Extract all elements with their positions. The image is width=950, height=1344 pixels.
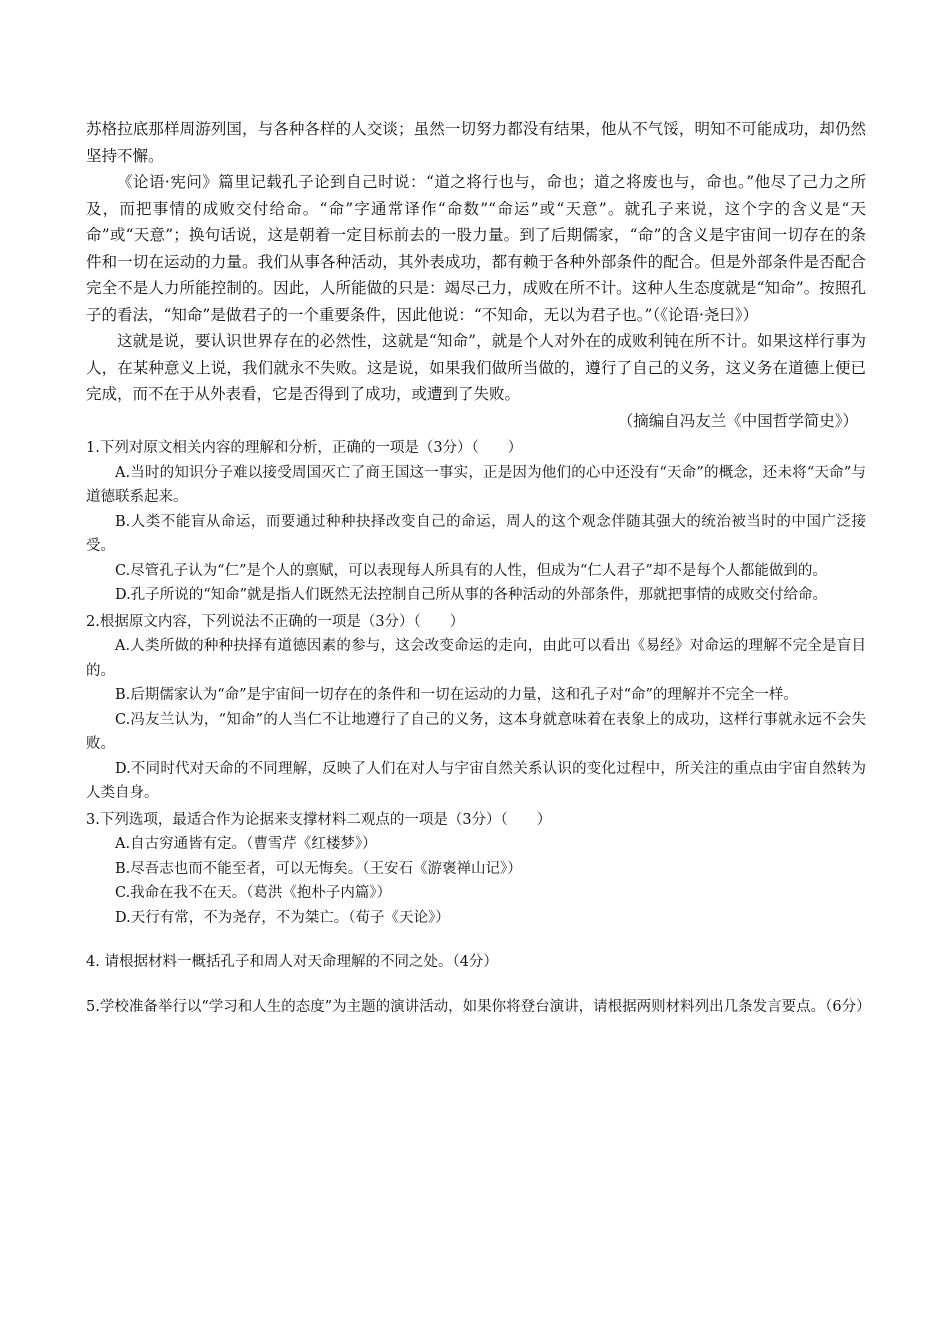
question-2-option-c: C.冯友兰认为，“知命”的人当仁不让地遵行了自己的义务，这本身就意味着在表象上的成功，这样行事就永远不会失败。 bbox=[86, 711, 866, 752]
question-1-stem: 1.下列对原文相关内容的理解和分析，正确的一项是（3分）（ ） bbox=[86, 440, 523, 456]
question-2-option-b: B.后期儒家认为“命”是宇宙间一切存在的条件和一切在运动的力量，这和孔子对“命”的理解并不完全一样。 bbox=[115, 687, 798, 703]
question-3-option-a: A.自古穷通皆有定。（曹雪芹《红楼梦》） bbox=[115, 836, 377, 852]
passage-source: （摘编自冯友兰《中国哲学简史》） bbox=[617, 411, 858, 430]
question-2-stem: 2.根据原文内容，下列说法不正确的一项是（3分）（ ） bbox=[86, 613, 465, 630]
question-5-stem: 5.学校准备举行以“学习和人生的态度”为主题的演讲活动，如果你将登台演讲，请根据两则材料列出几条发言要点。（6分） bbox=[86, 998, 871, 1015]
exam-page bbox=[86, 116, 871, 1019]
question-3-option-d: D.天行有常，不为尧存，不为桀亡。（荀子《天论》） bbox=[115, 909, 450, 926]
question-1-option-c: C.尽管孔子认为“仁”是个人的禀赋，可以表现每人所具有的人性，但成为“仁人君子”却不是每个人都能做到的。 bbox=[115, 562, 827, 579]
question-1-option-a: A.当时的知识分子难以接受周国灭亡了商王国这一事实，正是因为他们的心中还没有“天命”的概念，还未将“天命”与道德联系起来。 bbox=[86, 464, 866, 505]
question-3 bbox=[86, 808, 866, 931]
passage-paragraph-1: 苏格拉底那样周游列国，与各种各样的人交谈；虽然一切努力都没有结果，他从不气馁，明知不可能成功，却仍然坚持不懈。 bbox=[86, 120, 866, 165]
passage-paragraph-2: 《论语·宪问》篇里记载孔子论到自己时说：“道之将行也与，命也；道之将废也与，命也。”他尽了己力之所及，而把事情的成败交付给命。“命”字通常译作“命数”“命运”或“天意”。就孔子来说，这个字的含义是“天命”或“天意”；换句话说，这是朝着一定目标前去的一股力量。到了后期儒家，“命”的含义是宇宙间一切存在的条件和一切在运动的力量。我们从事各种活动，其外表成功，都有赖于各种外部条件的配合。但是外部条件是否配合完全不是人力所能控制的。因此，人所能做的只是：竭尽己力，成败在所不计。这种人生态度就是“知命”。按照孔子的看法，“知命”是做君子的一个重要条件，因此他说：“不知命，无以为君子也。”（《论语·尧曰》） bbox=[86, 173, 866, 324]
question-3-option-c: C.我命在我不在天。（葛洪《抱朴子内篇》） bbox=[115, 885, 392, 901]
question-2-option-a: A.人类所做的种种抉择有道德因素的参与，这会改变命运的走向，由此可以看出《易经》对命运的理解不完全是盲目的。 bbox=[86, 638, 866, 679]
question-3-stem: 3.下列选项，最适合作为论据来支撑材料二观点的一项是（3分）（ ） bbox=[86, 811, 552, 828]
question-2-option-d: D.不同时代对天命的不同理解，反映了人们在对人与宇宙自然关系认识的变化过程中，所关注的重点由宇宙自然转为人类自身。 bbox=[86, 760, 866, 801]
question-1-option-b: B.人类不能盲从命运，而要通过种种抉择改变自己的命运，周人的这个观念伴随其强大的统治被当时的中国广泛接受。 bbox=[86, 513, 866, 554]
passage-paragraph-3: 这就是说，要认识世界存在的必然性，这就是“知命”，就是个人对外在的成败利钝在所不计。如果这样行事为人，在某种意义上说，我们就永不失败。这是说，如果我们做所当做的，遵行了自己的义务，这义务在道德上便已完成，而不在于从外表看，它是否得到了成功，或遭到了失败。 bbox=[86, 332, 866, 403]
question-1 bbox=[86, 436, 866, 608]
question-2 bbox=[86, 610, 866, 806]
question-3-option-b: B.尽吾志也而不能至者，可以无悔矣。（王安石《游褒禅山记》） bbox=[115, 860, 522, 877]
question-4-stem: 4. 请根据材料一概括孔子和周人对天命理解的不同之处。（4分） bbox=[86, 954, 498, 970]
question-1-option-d: D.孔子所说的“知命”就是指人们既然无法控制自己所从事的各种活动的外部条件，那就把事情的成败交付给命。 bbox=[115, 587, 828, 603]
